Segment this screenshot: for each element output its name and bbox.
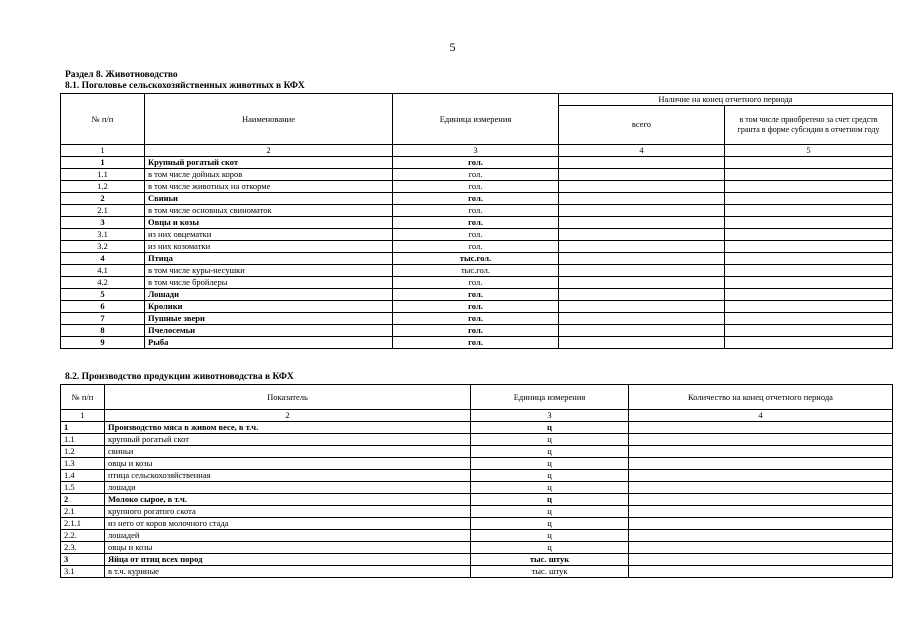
row-name: Пушные звери [145,313,393,325]
total-cell[interactable] [559,205,725,217]
row-indicator: Производство мяса в живом весе, в т.ч. [105,422,471,434]
table-row [61,325,893,337]
table-row [61,277,893,289]
table-row [61,422,893,434]
total-cell[interactable] [559,181,725,193]
header-indicator: Показатель [105,385,471,410]
row-number: 1.2 [61,181,145,193]
row-unit: тыс. штук [471,566,629,578]
row-unit: гол. [393,301,559,313]
page-number: 5 [449,40,456,54]
colnum: 3 [393,145,559,157]
colnum: 3 [471,410,629,422]
table-row [61,494,893,506]
row-indicator: овцы и козы [105,458,471,470]
row-unit: ц [471,470,629,482]
row-indicator: из него от коров молочного стада [105,518,471,530]
total-cell[interactable] [559,253,725,265]
row-unit: тыс.гол. [393,253,559,265]
quantity-cell[interactable] [629,542,893,554]
row-unit: ц [471,542,629,554]
table-row [61,181,893,193]
row-name: из них овцематки [145,229,393,241]
row-indicator: овцы и козы [105,542,471,554]
grant-cell[interactable] [725,289,893,301]
table-row [61,518,893,530]
grant-cell[interactable] [725,301,893,313]
row-number: 3.2 [61,241,145,253]
row-indicator: Яйца от птиц всех пород [105,554,471,566]
quantity-cell[interactable] [629,482,893,494]
grant-cell[interactable] [725,277,893,289]
grant-cell[interactable] [725,193,893,205]
row-number: 2.1 [61,506,105,518]
row-number: 2.1 [61,205,145,217]
header-num: № п/п [61,94,145,145]
row-unit: гол. [393,181,559,193]
quantity-cell[interactable] [629,554,893,566]
row-name: Овцы и козы [145,217,393,229]
row-number: 1.2 [61,446,105,458]
row-name: Птица [145,253,393,265]
grant-cell[interactable] [725,313,893,325]
total-cell[interactable] [559,313,725,325]
row-number: 3 [61,554,105,566]
row-number: 2.3. [61,542,105,554]
table-row [61,434,893,446]
grant-cell[interactable] [725,205,893,217]
row-number: 2 [61,193,145,205]
quantity-cell[interactable] [629,446,893,458]
table-row [61,157,893,169]
row-number: 4 [61,253,145,265]
row-unit: гол. [393,325,559,337]
grant-cell[interactable] [725,265,893,277]
header-availability: Наличие на конец отчетного периода [559,94,893,106]
row-indicator: в т.ч. куриные [105,566,471,578]
table-row [61,193,893,205]
row-unit: ц [471,458,629,470]
quantity-cell[interactable] [629,458,893,470]
grant-cell[interactable] [725,253,893,265]
row-number: 1.1 [61,169,145,181]
row-number: 1.4 [61,470,105,482]
grant-cell[interactable] [725,229,893,241]
livestock-table [60,93,893,349]
row-unit: гол. [393,169,559,181]
table-row [61,301,893,313]
colnum: 1 [61,145,145,157]
quantity-cell[interactable] [629,530,893,542]
row-unit: гол. [393,241,559,253]
table-row [61,554,893,566]
quantity-cell[interactable] [629,422,893,434]
row-unit: ц [471,518,629,530]
table-row [61,446,893,458]
production-rows [61,422,893,578]
table-row [61,229,893,241]
row-indicator: крупный рогатый скот [105,434,471,446]
row-name: Рыба [145,337,393,349]
row-unit: ц [471,434,629,446]
table-row [61,241,893,253]
row-number: 1.3 [61,458,105,470]
row-unit: гол. [393,193,559,205]
total-cell[interactable] [559,337,725,349]
total-cell[interactable] [559,325,725,337]
row-name: в том числе основных свиноматок [145,205,393,217]
row-number: 4.1 [61,265,145,277]
row-indicator: лошадей [105,530,471,542]
row-unit: ц [471,422,629,434]
quantity-cell[interactable] [629,494,893,506]
header-total: всего [559,105,725,144]
row-unit: тыс. штук [471,554,629,566]
row-indicator: Молоко сырое, в т.ч. [105,494,471,506]
row-name: в том числе животных на откорме [145,181,393,193]
row-number: 3 [61,217,145,229]
table-row [61,289,893,301]
row-indicator: птица сельскохозяйственная [105,470,471,482]
total-cell[interactable] [559,277,725,289]
quantity-cell[interactable] [629,518,893,530]
row-number: 7 [61,313,145,325]
total-cell[interactable] [559,301,725,313]
table-row [61,253,893,265]
row-number: 2.1.1 [61,518,105,530]
row-name: Пчелосемьи [145,325,393,337]
table-row [61,458,893,470]
total-cell[interactable] [559,217,725,229]
row-number: 1 [61,422,105,434]
column-numbers-row [61,410,893,422]
row-unit: ц [471,506,629,518]
column-numbers-row [61,145,893,157]
header-quantity: Количество на конец отчетного периода [629,385,893,410]
row-unit: гол. [393,229,559,241]
row-number: 1.1 [61,434,105,446]
grant-cell[interactable] [725,217,893,229]
grant-cell[interactable] [725,157,893,169]
grant-cell[interactable] [725,181,893,193]
row-number: 9 [61,337,145,349]
total-cell[interactable] [559,169,725,181]
total-cell[interactable] [559,157,725,169]
row-unit: гол. [393,157,559,169]
colnum: 5 [725,145,893,157]
row-number: 8 [61,325,145,337]
row-indicator: крупного рогатого скота [105,506,471,518]
grant-cell[interactable] [725,337,893,349]
row-number: 2.2. [61,530,105,542]
row-unit: гол. [393,217,559,229]
row-unit: ц [471,482,629,494]
row-number: 1 [61,157,145,169]
row-unit: ц [471,494,629,506]
row-number: 4.2 [61,277,145,289]
row-name: Крупный рогатый скот [145,157,393,169]
row-name: Лошади [145,289,393,301]
row-unit: гол. [393,313,559,325]
row-number: 3.1 [61,566,105,578]
row-number: 3.1 [61,229,145,241]
total-cell[interactable] [559,241,725,253]
quantity-cell[interactable] [629,434,893,446]
colnum: 2 [105,410,471,422]
row-name: Кролики [145,301,393,313]
row-number: 6 [61,301,145,313]
total-cell[interactable] [559,289,725,301]
header-unit: Единица измерения [393,94,559,145]
colnum: 4 [629,410,893,422]
row-indicator: свиньи [105,446,471,458]
total-cell[interactable] [559,265,725,277]
row-unit: ц [471,530,629,542]
colnum: 2 [145,145,393,157]
row-name: в том числе куры-несушки [145,265,393,277]
table-row [61,337,893,349]
row-unit: гол. [393,337,559,349]
row-name: Свиньи [145,193,393,205]
colnum: 1 [61,410,105,422]
table-row [61,205,893,217]
row-unit: гол. [393,277,559,289]
row-unit: ц [471,446,629,458]
row-number: 1.5 [61,482,105,494]
row-name: в том числе дойных коров [145,169,393,181]
table-row [61,542,893,554]
table-row [61,506,893,518]
table-row [61,470,893,482]
row-number: 2 [61,494,105,506]
table-row [61,217,893,229]
row-indicator: лошади [105,482,471,494]
table-row [61,566,893,578]
grant-cell[interactable] [725,169,893,181]
header-num: № п/п [61,385,105,410]
quantity-cell[interactable] [629,506,893,518]
table-row [61,169,893,181]
table-row [61,313,893,325]
colnum: 4 [559,145,725,157]
grant-cell[interactable] [725,325,893,337]
row-name: из них козоматки [145,241,393,253]
table2-title: 8.2. Производство продукции животноводства в КФХ [65,372,294,382]
quantity-cell[interactable] [629,566,893,578]
header-grant: в том числе приобретено за счет средств гранта в форме субсидии в отчетном году [725,105,893,144]
header-unit: Единица измерения [471,385,629,410]
row-name: в том числе бройлеры [145,277,393,289]
grant-cell[interactable] [725,241,893,253]
livestock-rows [61,157,893,349]
table1-title: 8.1. Поголовье сельскохозяйственных животных в КФХ [65,81,305,91]
row-unit: тыс.гол. [393,265,559,277]
production-table [60,384,893,578]
total-cell[interactable] [559,229,725,241]
table-row [61,265,893,277]
row-number: 5 [61,289,145,301]
header-name: Наименование [145,94,393,145]
row-unit: гол. [393,205,559,217]
quantity-cell[interactable] [629,470,893,482]
table-row [61,482,893,494]
row-unit: гол. [393,289,559,301]
section-title: Раздел 8. Животноводство [65,70,178,80]
table-row [61,530,893,542]
total-cell[interactable] [559,193,725,205]
